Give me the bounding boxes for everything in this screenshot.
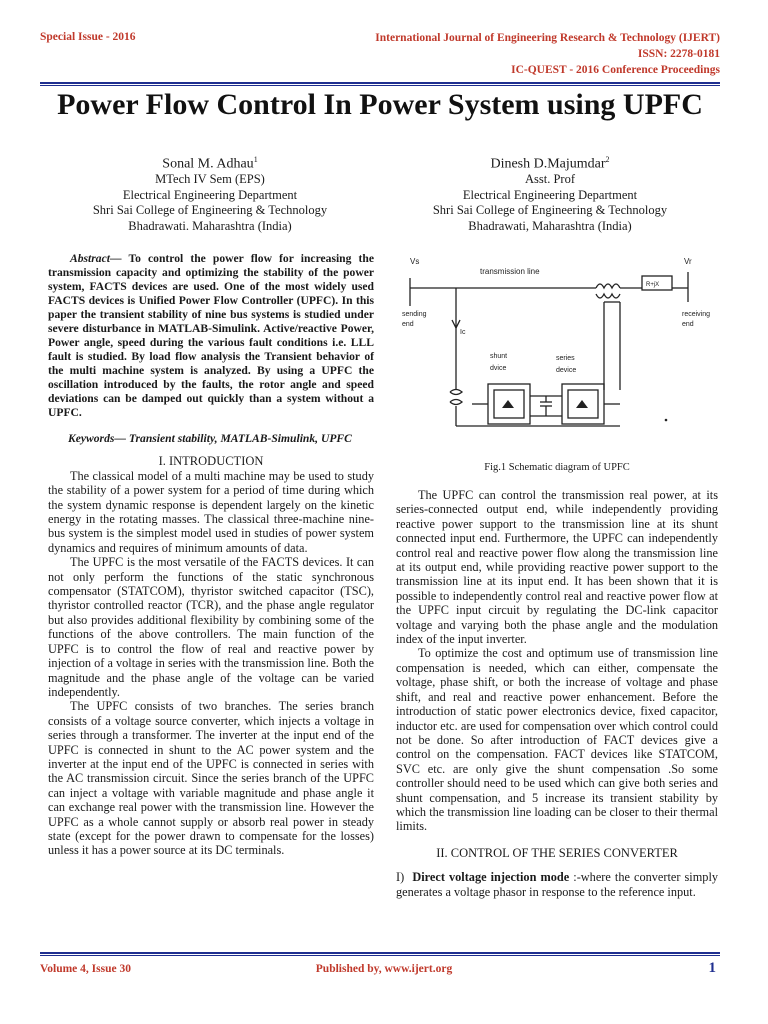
author-affiliation-line: MTech IV Sem (EPS) <box>155 172 265 187</box>
body-paragraph: To optimize the cost and optimum use of transmission line compensation is needed, which can either, compensate the voltage, phase shift, or both the increase of voltage and phase shift, and real and reactive power enhancement. Before the introduction of static power electronics device, fixed capacitor, inductor etc. are used for compensation over which control could not be done. So after introduction of FACT devices give a control on the compensation. FACT devices like STATCOM, SVC etc. are only give the shunt compensation .So some controller should need to be used which can give both series and shunt compensation, and 5 increase its transient stability by which the transmission line loading can be closer to their thermal limits. <box>396 646 718 834</box>
series-transformer-secondary-icon <box>596 294 620 298</box>
left-column <box>48 252 374 858</box>
vs-label: Vs <box>410 257 420 266</box>
shunt-transformer-icon <box>450 390 462 405</box>
right-column <box>396 488 718 899</box>
author-affiliation-line: Bhadrawati, Maharashtra (India) <box>468 218 632 233</box>
author-name: Sonal M. Adhau$^1$ <box>162 155 258 172</box>
figure-caption: Fig.1 Schematic diagram of UPFC <box>484 462 630 473</box>
keywords <box>48 432 374 446</box>
receiving-end-label: end <box>682 321 694 328</box>
sending-end-label: end <box>402 321 414 328</box>
shunt-device-label: dvice <box>490 365 507 372</box>
footer-rule-thin <box>40 955 720 956</box>
intro-paragraph: The classical model of a multi machine may be used to study the stability of a power system for a period of time during which the system dynamic response is dependent largely on the kinetic energy in the rotating masses. The classical three-machine nine-bus system is the simplest model used in studies of power system dynamics and requires of minimum amounts of data. <box>48 468 374 555</box>
footer-publisher: Published by, www.ijert.org <box>315 963 453 975</box>
keywords-text: Transient stability, MATLAB-Simulink, UPFC <box>128 432 352 445</box>
list-item-prefix: I) <box>396 870 405 885</box>
author-affiliation-line: Shri Sai College of Engineering & Technology <box>432 203 668 218</box>
author-name: Dinesh D.Majumdar$^2$ <box>490 155 610 172</box>
series-device-label: series <box>556 355 575 362</box>
header-conference: IC-QUEST - 2016 Conference Proceedings <box>511 64 720 76</box>
author-affiliation-line: Shri Sai College of Engineering & Technology <box>92 203 328 218</box>
transmission-line-label: transmission line <box>480 267 540 276</box>
footer-volume: Volume 4, Issue 30 <box>40 963 131 975</box>
author-affiliation-line: Electrical Engineering Department <box>462 187 638 202</box>
impedance-label: R+jX <box>646 282 660 288</box>
intro-paragraph: The UPFC is the most versatile of the FACTS devices. It can not only perform the functions of the static synchronous compensator (STATCOM), thyristor switched capacitor (TSC), thyristor controlled reactor (TCR), and the phase angle regulator but also provides additional flexibility by combining some of the functions of the above controllers. The main function of the UPFC is to control the flow of real and reactive power by injection of a voltage in series with the transmission line. Both the magnitude and the phase angle of the voltage can be varied independently. <box>48 555 374 699</box>
author-block-1 <box>40 152 380 234</box>
stray-dot <box>665 419 668 422</box>
upfc-schematic-figure <box>396 250 718 450</box>
list-item-text: :-where the converter simply generates a voltage phasor in response to the reference input. <box>396 870 719 899</box>
header-journal <box>375 30 720 78</box>
abstract <box>48 252 374 420</box>
series-device-label: device <box>556 367 577 374</box>
thyristor-icon <box>502 400 514 408</box>
abstract-text: To control the power flow for increasing the transmission capacity and optimizing the stability of the power system, FACTS devices are used. One of the most widely used FACTS devices is Unified Power Flow Controller (UPFC). In this paper the transient stability of nine bus systems is studied under severe disturbance in MATLAB-Simulink. Active/reactive Power, Power angle, speed during the various fault conditions i.e. LLL fault is studied. By load flow analysis the Transient behavior of the multi machine system is analyzed. By using a UPFC the oscillation introduced by the faults, the rotor angle and speed deviations can be damped out quickly than a system without a UPFC. <box>48 252 374 419</box>
header-journal-name: International Journal of Engineering Research & Technology (IJERT) <box>375 32 720 44</box>
author-block-2 <box>380 152 720 234</box>
page-number: 1 <box>708 960 716 976</box>
abstract-label: Abstract— <box>70 252 122 265</box>
header-rule <box>40 82 720 84</box>
ic-label: Ic <box>460 329 466 336</box>
keywords-label: Keywords— <box>68 432 126 445</box>
section-heading-introduction: I. INTRODUCTION <box>158 454 264 469</box>
sending-end-label: sending <box>402 311 427 318</box>
header-issue: Special Issue - 2016 <box>40 31 136 43</box>
body-paragraph: The UPFC can control the transmission real power, at its series-connected output end, while independently providing reactive power support to the transmission line at its shunt connected input end. Furthermore, the UPFC can independently control real and reactive power flow along the transmission line at its output end, while providing reactive power support to the transmission line at its input end. It has been shown that it is possible to independently control real and reactive power flow at the UPFC input circuit by regulating the DC-link capacitor voltage and varying both the phase angle and the modulation index of the input inverter. <box>396 488 718 647</box>
author-affiliation-line: Asst. Prof <box>524 172 575 187</box>
thyristor-icon <box>576 400 588 408</box>
vr-label: Vr <box>684 257 692 266</box>
list-item <box>396 870 718 899</box>
paper-title: Power Flow Control In Power System using UPFC <box>57 88 703 121</box>
author-affiliation-line: Electrical Engineering Department <box>122 187 298 202</box>
series-transformer-icon <box>596 284 620 288</box>
header-rule-thin <box>40 85 720 86</box>
receiving-end-label: receiving <box>682 311 711 318</box>
intro-paragraph: The UPFC consists of two branches. The series branch consists of a voltage source converter, which injects a voltage in series through a transformer. The inverter at the input end of the UPFC is connected in shunt to the AC power system and the inverter at the input end of the UPFC is connected in series with the AC transmission circuit. Since the series branch of the UPFC can inject a voltage with variable magnitude and phase angle it can exchange real power with the transmission line. However the UPFC as a whole cannot supply or absorb real power in steady state (except for the power drawn to compensate for the losses) unless it has a power source at its DC terminals. <box>48 699 374 858</box>
list-item-term: Direct voltage injection mode <box>412 870 570 885</box>
footer-rule <box>40 952 720 954</box>
author-affiliation-line: Bhadrawati. Maharashtra (India) <box>128 218 292 233</box>
header-issn: ISSN: 2278-0181 <box>637 48 720 60</box>
section-heading-series-converter: II. CONTROL OF THE SERIES CONVERTER <box>436 845 678 860</box>
shunt-device-label: shunt <box>490 353 508 360</box>
